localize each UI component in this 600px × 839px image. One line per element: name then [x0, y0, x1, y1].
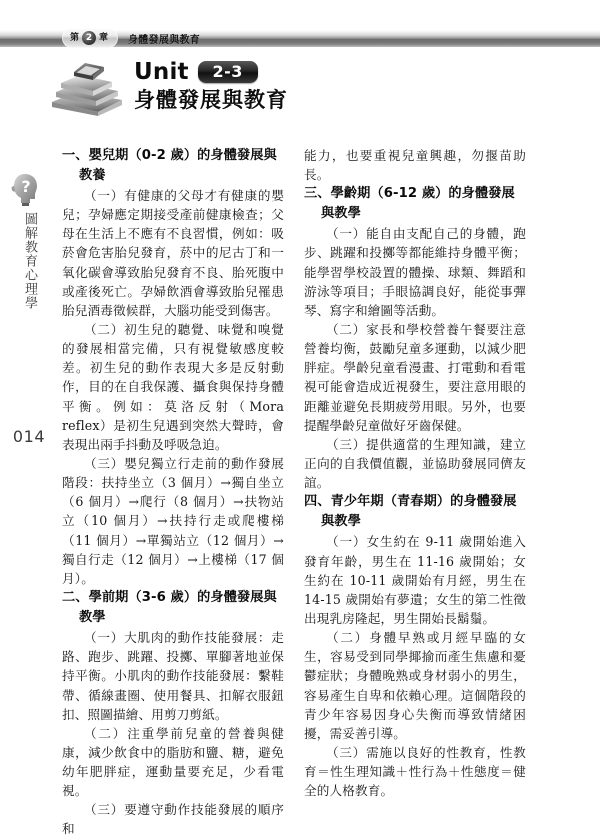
paragraph: （二）身體早熟或月經早臨的女生，容易受到同學揶揄而產生焦慮和憂鬱症狀；身體晚熟或身材弱小的男生，容易產生自卑和依賴心理。這個階段的青少年容易因身心失衡而導致情緒困擾，需妥善引導。	[304, 630, 526, 741]
svg-text:?: ?	[21, 177, 31, 196]
chapter-number-badge: 2	[82, 31, 96, 45]
section-heading: 三、學齡期（6-12 歲）的身體發展與教學	[304, 186, 515, 221]
paragraph: （一）大肌肉的動作技能發展：走路、跑步、跳躍、投擲、單腳著地並保持平衡。小肌肉的動作技能發展：繫鞋帶、循線畫圈、使用餐具、扣解衣服鈕扣、照圖描繪、用剪刀剪紙。	[62, 630, 284, 722]
unit-title-block	[48, 58, 348, 120]
paragraph: （三）需施以良好的性教育，性教育＝性生理知識＋性行為＋性態度＝健全的人格教育。	[304, 744, 526, 799]
paragraph-continuation: 能力，也要重視兒童興趣，勿揠苗助長。	[304, 148, 526, 183]
section-heading: 一、嬰兒期（0-2 歲）的身體發展與教養	[62, 148, 277, 183]
left-column	[62, 146, 284, 837]
stacked-books-icon	[48, 60, 126, 116]
unit-label: Unit	[134, 58, 189, 85]
paragraph: （二）注重學前兒童的營養與健康，減少飲食中的脂肪和鹽、糖，避免幼年肥胖症，運動量要充足，少看電視。	[62, 725, 284, 799]
unit-subtitle: 身體發展與教育	[134, 88, 288, 112]
unit-number-badge: 2-3	[198, 61, 258, 83]
body-columns	[62, 146, 586, 837]
running-head-chapter-title: 身體發展與教育	[128, 35, 201, 46]
running-head-banner	[0, 27, 600, 49]
head-question-mark-icon	[9, 172, 41, 206]
right-column	[304, 146, 526, 799]
series-title-vertical: 圖解教育心理學	[22, 212, 37, 310]
paragraph: （一）有健康的父母才有健康的嬰兒；孕婦應定期接受產前健康檢查；父母在生活上不應有不良習慣，例如：吸菸會危害胎兒發育，菸中的尼古丁和一氧化碳會導致胎兒發育不良、胎死腹中或產後死亡。孕婦飲酒會導致胎兒罹患胎兒酒毒徵候群，大腦功能受到傷害。	[62, 188, 284, 318]
page-number: 014	[12, 427, 46, 446]
chapter-label-suffix: 章	[99, 32, 109, 43]
paragraph: （一）能自由支配自己的身體，跑步、跳躍和投擲等都能維持身體平衡；能學習學校設置的體操、球類、舞蹈和游泳等項目；手眼協調良好，能從事彈琴、寫字和繪圖等活動。	[304, 226, 526, 318]
section-heading: 二、學前期（3-6 歲）的身體發展與教學	[62, 590, 277, 625]
paragraph: （三）要遵守動作技能發展的順序和	[62, 802, 284, 837]
paragraph: （三）嬰兒獨立行走前的動作發展階段：扶持坐立（3 個月）→獨自坐立（6 個月）→爬行（8 個月）→扶物站立（10 個月）→扶持行走或爬樓梯（11 個月）→單獨站立（12 個月）→獨自行走（12 個月）→上樓梯（17 個月）。	[62, 456, 284, 586]
paragraph: （二）初生兒的聽覺、味覺和嗅覺的發展相當完備，只有視覺敏感度較差。初生兒的動作表現大多是反射動作，目的在自我保護、攝食與保持身體平衡。例如：莫洛反射（Mora reflex）是初生兒遇到突然大聲時，會表現出兩手抖動及呼吸急迫。	[62, 322, 284, 452]
chapter-label-prefix: 第	[70, 32, 80, 43]
section-heading: 四、青少年期（青春期）的身體發展與教學	[304, 494, 517, 529]
paragraph: （一）女生約在 9-11 歲開始進入發育年齡，男生在 11-16 歲開始；女生約在 10-11 歲開始有月經，男生在 14-15 歲開始有夢遺；女生的第二性徵出現乳房隆起，男生開始長鬍鬚。	[304, 534, 526, 626]
paragraph: （二）家長和學校營養午餐要注意營養均衡，鼓勵兒童多運動，以減少肥胖症。學齡兒童看漫畫、打電動和看電視可能會造成近視發生，要注意用眼的距離並避免長期疲勞用眼。另外，也要提醒學齡兒童做好牙齒保健。	[304, 322, 526, 433]
unit-line	[134, 58, 344, 86]
unit-text-group	[134, 58, 344, 113]
sidebar	[0, 172, 48, 492]
paragraph: （三）提供適當的生理知識，建立正向的自我價值觀，並協助發展同儕友誼。	[304, 436, 526, 491]
chapter-pill	[62, 28, 118, 48]
